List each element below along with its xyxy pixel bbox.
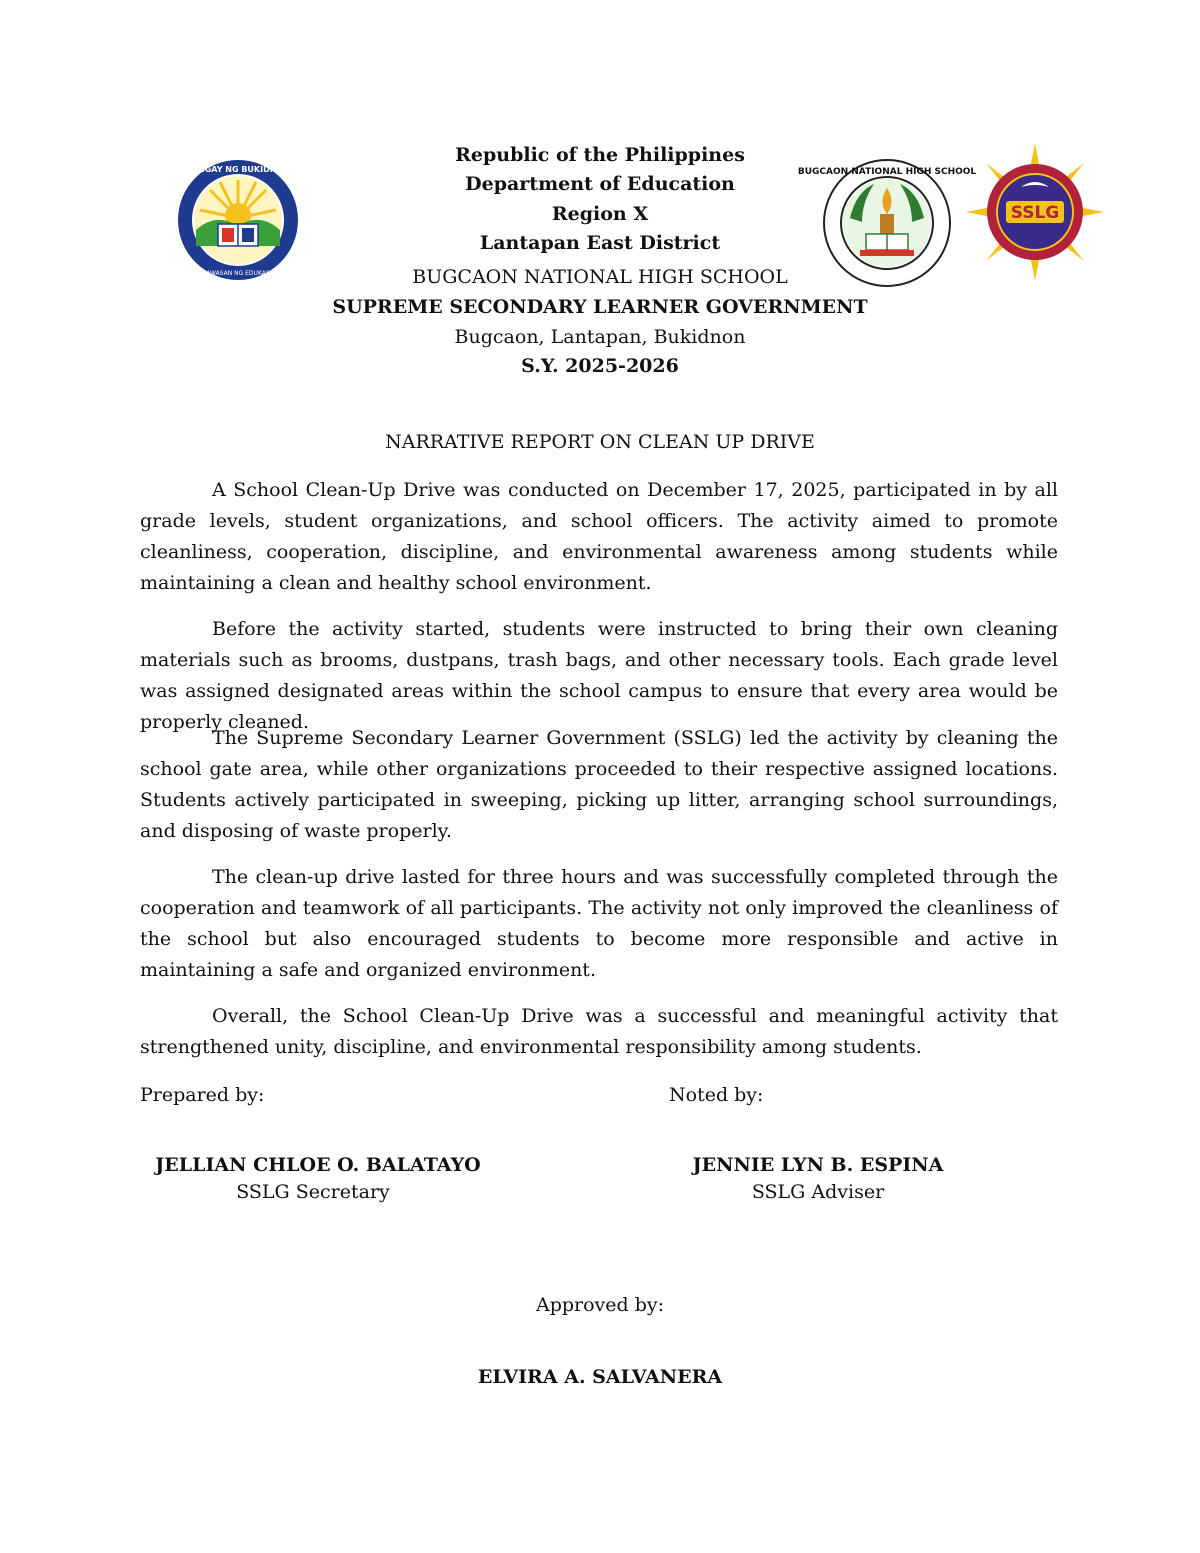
sslg-emblem-text: SSLG <box>1010 203 1060 223</box>
report-paragraph-2: Before the activity started, students were instructed to bring their own cleaning materials such as brooms, dustpans, trash bags, and other necessary tools. Each grade level was assigned designated areas within the school campus to ensure that every area would be properly cleaned. <box>140 618 1058 733</box>
report-paragraph-1: A School Clean-Up Drive was conducted on December 17, 2025, participated in by all grade levels, student organizations, and school officers. The activity aimed to promote cleanliness, cooperation, discipline, and environmental awareness among students while maintaining a clean and healthy school environment. <box>140 479 1058 594</box>
approved-by-name: ELVIRA A. SALVANERA <box>477 1366 723 1388</box>
noted-by-name: JENNIE LYN B. ESPINA <box>692 1154 944 1176</box>
header-school-year: S.Y. 2025-2026 <box>521 355 679 377</box>
header-republic: Republic of the Philippines <box>455 144 745 166</box>
header-district: Lantapan East District <box>479 232 721 254</box>
svg-text:SANGAY NG BUKIDNON: SANGAY NG BUKIDNON <box>186 165 290 174</box>
header-school: BUGCAON NATIONAL HIGH SCHOOL <box>412 266 788 288</box>
header-department: Department of Education <box>465 173 735 195</box>
noted-by-role: SSLG Adviser <box>751 1181 885 1203</box>
prepared-by-role: SSLG Secretary <box>236 1181 390 1203</box>
svg-text:KAHAWASAN NG EDUKASYON: KAHAWASAN NG EDUKASYON <box>193 270 283 277</box>
approved-by-label: Approved by: <box>535 1294 665 1316</box>
sangay-ng-bukidnon-seal-icon <box>176 158 300 282</box>
header-address: Bugcaon, Lantapan, Bukidnon <box>454 326 746 348</box>
header-region: Region X <box>551 203 649 225</box>
header-org: SUPREME SECONDARY LEARNER GOVERNMENT <box>332 296 868 318</box>
report-paragraph-5: Overall, the School Clean-Up Drive was a successful and meaningful activity that strengthened unity, discipline, and environmental responsibility among students. <box>140 1005 1058 1058</box>
report-paragraph-3: The Supreme Secondary Learner Government (SSLG) led the activity by cleaning the school gate area, while other organizations proceeded to their respective assigned locations. Students actively participated in sweeping, picking up litter, arranging school surroundings, and disposing of waste properly. <box>140 727 1058 842</box>
prepared-by-label: Prepared by: <box>140 1084 265 1106</box>
report-title: NARRATIVE REPORT ON CLEAN UP DRIVE <box>385 431 815 453</box>
noted-by-label: Noted by: <box>669 1084 764 1106</box>
prepared-by-name: JELLIAN CHLOE O. BALATAYO <box>155 1154 481 1176</box>
report-paragraph-4: The clean-up drive lasted for three hours and was successfully completed through the cooperation and teamwork of all participants. The activity not only improved the cleanliness of the school but also encouraged students to become more responsible and active in maintaining a safe and organized environment. <box>140 866 1058 981</box>
sslg-emblem-icon <box>966 143 1104 281</box>
svg-text:BUGCAON NATIONAL HIGH SCHOOL: BUGCAON NATIONAL HIGH SCHOOL <box>797 167 977 177</box>
